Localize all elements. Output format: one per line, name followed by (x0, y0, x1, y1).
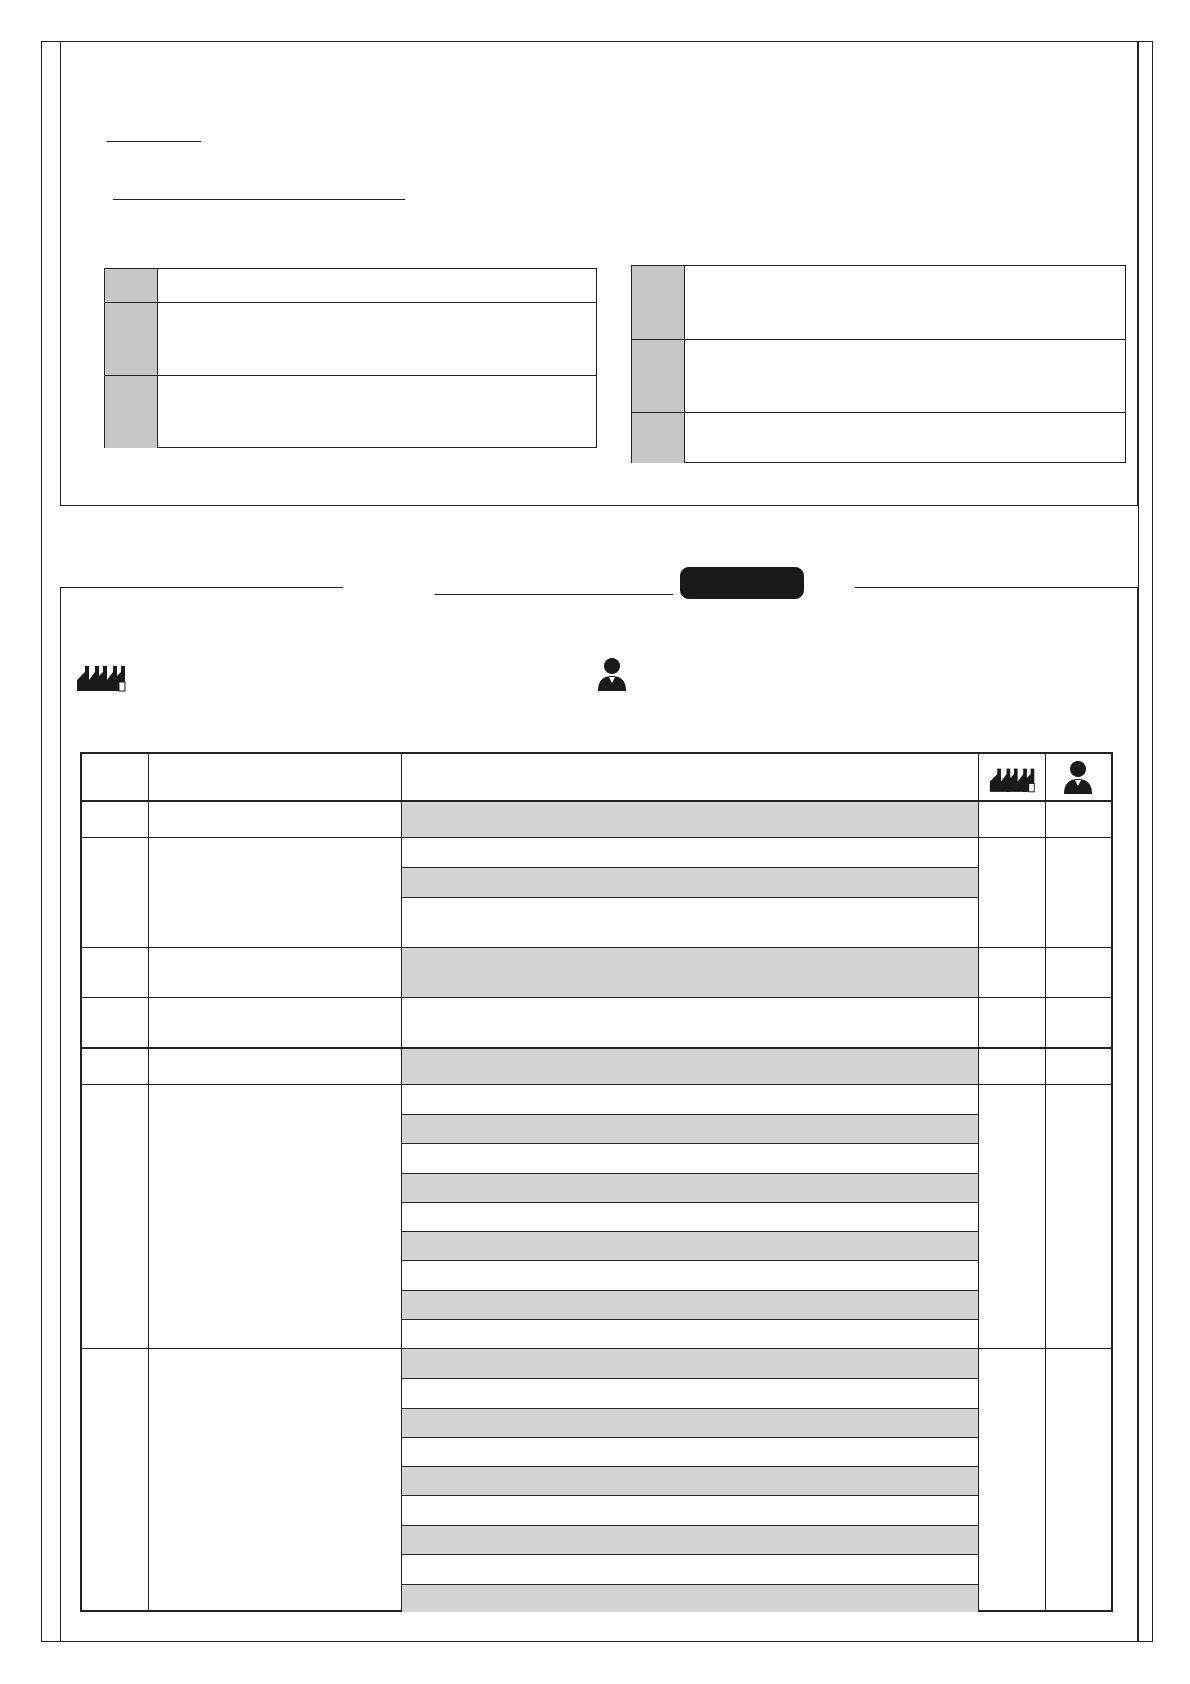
heading-short-line (107, 141, 201, 142)
row-divider (82, 1047, 1111, 1049)
column-divider (401, 754, 402, 1610)
subrow-divider (402, 867, 978, 868)
subrow-divider (402, 1231, 978, 1232)
shaded-cell (402, 1348, 978, 1378)
top-right-table (631, 265, 1126, 463)
subrow-divider (402, 1495, 978, 1496)
factory-icon (75, 658, 129, 692)
shaded-cell (402, 867, 978, 897)
table-row (632, 412, 1125, 463)
subrow-divider (402, 897, 978, 898)
bottom-box-top-rule-right (855, 587, 1138, 588)
row-divider (82, 1084, 1111, 1085)
row-key (105, 376, 158, 448)
row-key (632, 413, 685, 463)
table-row (105, 375, 596, 448)
column-divider (1045, 754, 1046, 1610)
subrow-divider (402, 1202, 978, 1203)
row-divider (82, 837, 1111, 838)
header-divider (82, 800, 1111, 802)
shaded-cell (402, 1114, 978, 1143)
heading-long-line (113, 199, 405, 200)
shaded-cell (402, 1408, 978, 1437)
subrow-divider (402, 1554, 978, 1555)
subrow-divider (402, 1173, 978, 1174)
table-row (632, 266, 1125, 339)
top-left-table (104, 268, 597, 448)
section-title-line (435, 594, 673, 595)
row-key (105, 269, 158, 302)
subrow-divider (402, 1437, 978, 1438)
shaded-cell (402, 1525, 978, 1554)
table-row (105, 302, 596, 376)
person-icon (596, 656, 628, 692)
table-row (105, 269, 596, 302)
subrow-divider (402, 1114, 978, 1115)
shaded-cell (402, 802, 978, 837)
main-table (80, 752, 1113, 1612)
shaded-cell (402, 1466, 978, 1495)
shaded-cell (402, 1048, 978, 1084)
shaded-cell (402, 947, 978, 997)
shaded-cell (402, 1290, 978, 1319)
row-key (105, 303, 158, 376)
subrow-divider (402, 1584, 978, 1585)
shaded-cell (402, 1173, 978, 1202)
subrow-divider (402, 1260, 978, 1261)
subrow-divider (402, 1525, 978, 1526)
column-divider (978, 754, 979, 1610)
subrow-divider (402, 1378, 978, 1379)
frame-inner-rule (1138, 41, 1139, 1642)
section-badge (680, 567, 804, 599)
row-divider (82, 947, 1111, 948)
column-divider (148, 754, 149, 1610)
person-icon (1062, 759, 1094, 795)
subrow-divider (402, 1319, 978, 1320)
bottom-box-top-rule-left (60, 587, 343, 588)
table-row (632, 339, 1125, 413)
row-key (632, 340, 685, 413)
subrow-divider (402, 1143, 978, 1144)
shaded-cell (402, 1584, 978, 1612)
shaded-cell (402, 1231, 978, 1260)
row-divider (82, 997, 1111, 998)
row-divider (82, 1348, 1111, 1349)
factory-icon (988, 761, 1038, 793)
row-key (632, 266, 685, 339)
subrow-divider (402, 1466, 978, 1467)
subrow-divider (402, 1290, 978, 1291)
subrow-divider (402, 1408, 978, 1409)
